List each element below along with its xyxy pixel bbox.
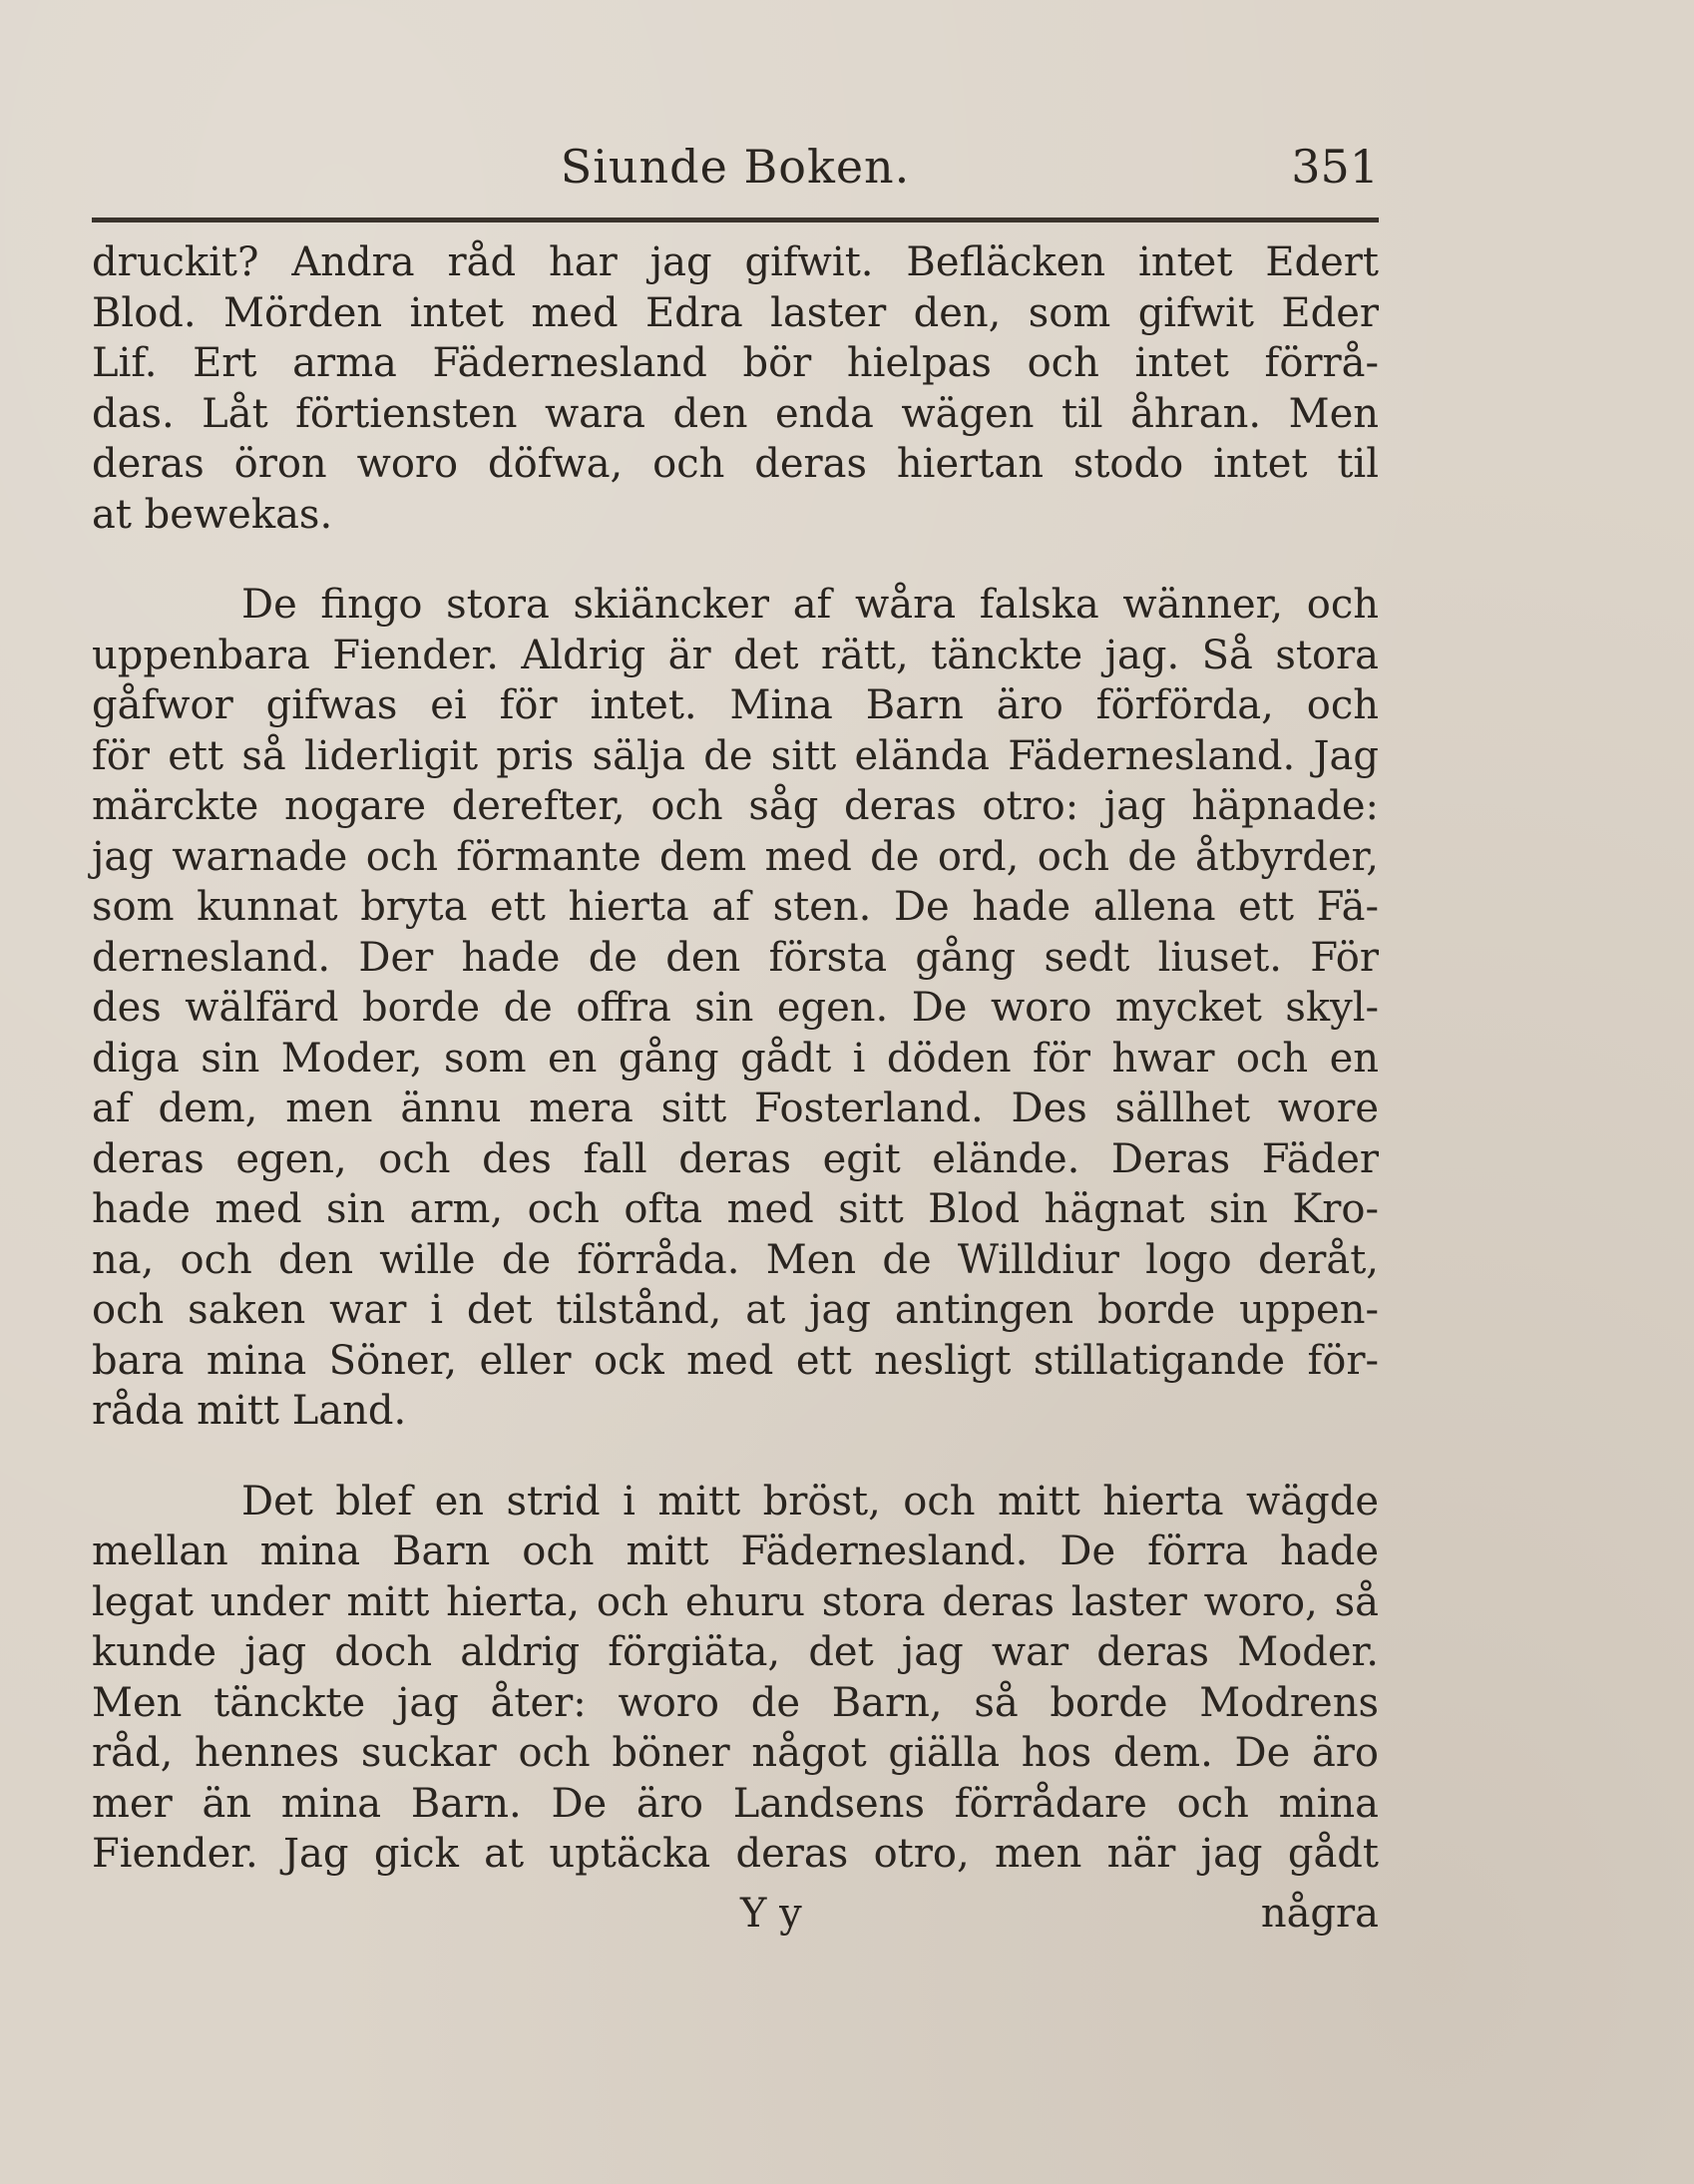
catchword: några <box>1260 1891 1379 1937</box>
paragraph-3 <box>92 1477 1379 1880</box>
text-line: råd, hennes suckar och böner något giälla hos dem. De äro <box>92 1730 1379 1776</box>
text-line: jag warnade och förmante dem med de ord, och de åtbyrder, <box>92 833 1379 880</box>
page-footer <box>92 1891 1379 1947</box>
text-line: Men tänckte jag åter: woro de Barn, så borde Modrens <box>92 1679 1379 1726</box>
text-line: och saken war i det tilstånd, at jag antingen borde uppen- <box>92 1287 1379 1333</box>
text-line: deras egen, och des fall deras egit elände. Deras Fäder <box>92 1135 1379 1182</box>
text-line: af dem, men ännu mera sitt Fosterland. Des sällhet wore <box>92 1086 1379 1131</box>
text-line: mellan mina Barn och mitt Fädernesland. De förra hade <box>92 1529 1379 1574</box>
signature-mark: Y y <box>740 1891 802 1937</box>
text-line: na, och den wille de förråda. Men de Willdiur logo deråt, <box>92 1236 1379 1283</box>
text-line: för ett så liderligit pris sälja de sitt eländа Fädernesland. Jag <box>92 732 1379 779</box>
text-line: Lif. Ert arma Fädernesland bör hielpas och intet förrå- <box>92 340 1379 386</box>
text-line: at bewekas. <box>92 491 333 538</box>
running-head: Siunde Boken. <box>560 140 911 194</box>
text-line: De fingo stora skiäncker af wåra falska wänner, och <box>241 582 1379 628</box>
paragraph-2 <box>92 580 1379 1437</box>
text-line: bara mina Söner, eller ock med ett nesligt stillatigande för- <box>92 1337 1379 1384</box>
text-line: som kunnat bryta ett hierta af sten. De hade allena ett Fä- <box>92 884 1379 930</box>
page-header <box>92 140 1379 200</box>
text-line: Blod. Mörden intet med Edra laster den, som gifwit Eder <box>92 289 1379 336</box>
text-line: des wälfärd borde de offra sin egen. De woro mycket skyl- <box>92 985 1379 1031</box>
text-line: kunde jag doch aldrig förgiäta, det jag war deras Moder. <box>92 1629 1379 1675</box>
text-line: dernesland. Der hade de den första gång sedt liuset. För <box>92 934 1379 981</box>
body-text <box>92 237 1379 1880</box>
text-line: deras öron woro döfwa, och deras hiertan stodo intet til <box>92 441 1379 487</box>
text-line: legat under mitt hierta, och ehuru stora deras laster woro, så <box>92 1578 1379 1625</box>
paragraph-1 <box>92 237 1379 540</box>
header-rule <box>92 218 1379 222</box>
text-line: hade med sin arm, och ofta med sitt Blod hägnat sin Kro- <box>92 1186 1379 1232</box>
text-line: Det blef en strid i mitt bröst, och mitt hierta wägde <box>241 1478 1379 1525</box>
text-line: råda mitt Land. <box>92 1388 407 1434</box>
text-line: uppenbara Fiender. Aldrig är det rätt, täncktе jag. Så stora <box>92 632 1379 678</box>
page-number: 351 <box>1291 140 1379 194</box>
text-line: diga sin Moder, som en gång gådt i döden för hwar och en <box>92 1035 1379 1082</box>
text-line: mer än mina Barn. De äro Landsens förrådare och mina <box>92 1780 1379 1827</box>
text-line: druckit? Andra råd har jag gifwit. Befläcken intet Edert <box>92 239 1379 285</box>
text-line: Fiender. Jag gick at uptäcka deras otro, men när jag gådt <box>92 1831 1379 1877</box>
text-line: gåfwor gifwas ei för intet. Mina Barn äro förförda, och <box>92 682 1379 728</box>
text-line: das. Låt förtiensten wara den enda wägen til åhran. Men <box>92 390 1379 437</box>
text-line: märckte nogare derefter, och såg deras otro: jag häpnade: <box>92 783 1379 829</box>
